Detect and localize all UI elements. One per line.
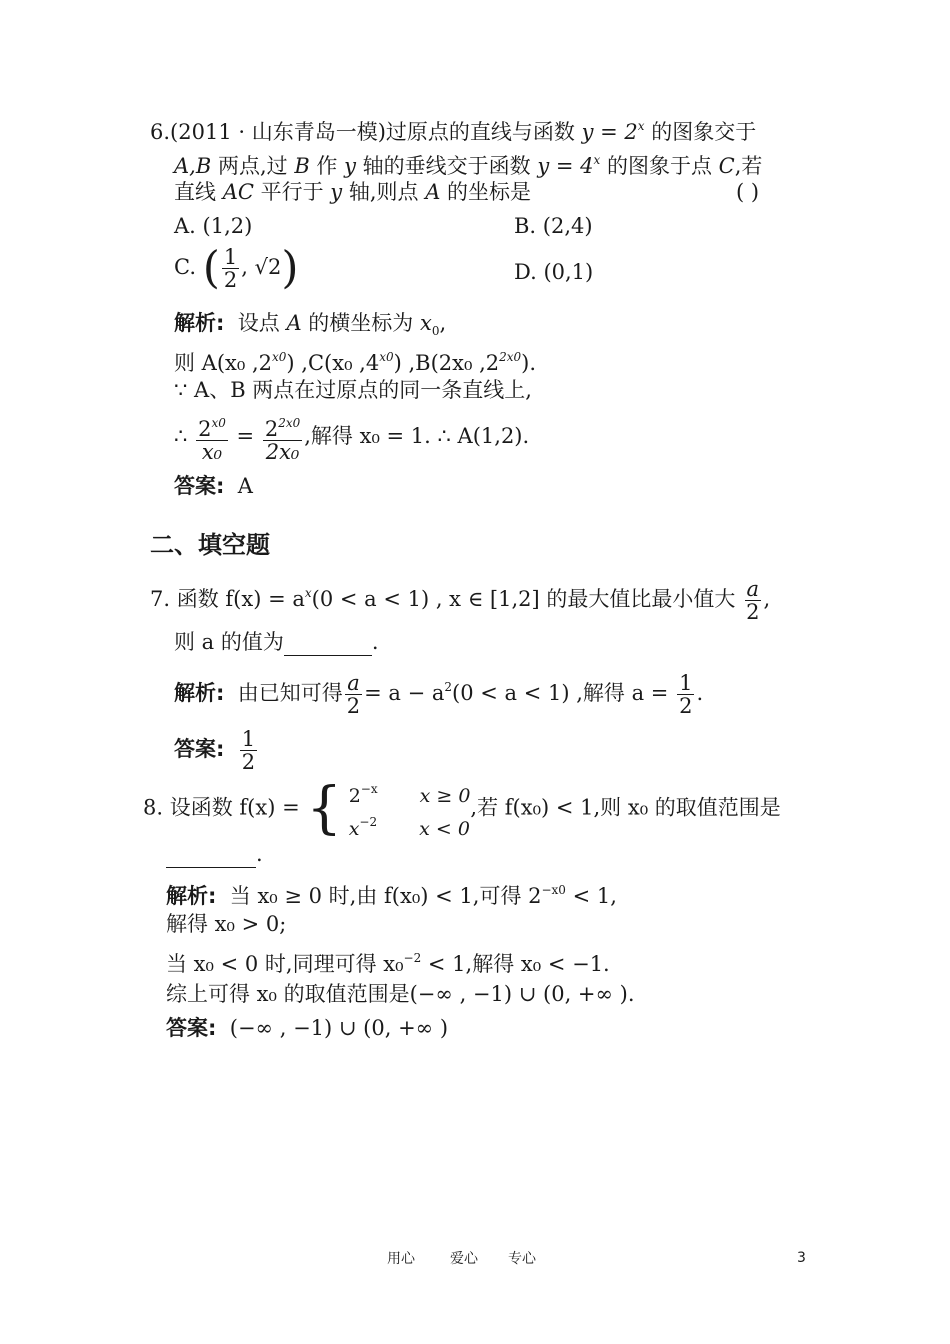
answer-label: 答案: — [174, 474, 225, 498]
section-title: 二、填空题 — [150, 531, 270, 559]
q6-source: (2011 · 山东青岛一模) — [170, 120, 386, 144]
footer-motto-1: 用心 — [387, 1251, 415, 1267]
q8-analysis-3: 当 x₀ < 0 时,同理可得 x₀$^{-2}$ < 1,解得 x₀ < −1. — [166, 951, 610, 976]
q8-line-1: 8. 设函数 f(x) = { $2^{-x}$ x ≥ 0 $x^{-2}$ x < 0 ,若 f(x₀) < 1,则 x₀ 的取值范围是 — [143, 776, 781, 841]
q6-answer-paren: ( ) — [736, 180, 760, 204]
footer-motto-2: 爱心 — [450, 1251, 478, 1267]
answer-label: 答案: — [174, 737, 225, 761]
q6-answer — [174, 472, 253, 500]
q6-number: 6. — [150, 120, 171, 144]
answer-label: 答案: — [166, 1016, 217, 1040]
analysis-label: 解析: — [166, 884, 217, 908]
q7-analysis: 解析: 由已知可得 $\frac{a}{2}$ = $a - a^2(0 < a < 1)$ ,解得 a = $\frac{1}{2}$ . — [174, 671, 704, 718]
q7-answer-blank — [284, 635, 372, 656]
q6-analysis-2: 则 A(x₀ $,2^{x0}$) ,C(x₀ $,4^{x0}$) ,B(2x₀ $,2^{2x0}$). — [174, 350, 537, 375]
q8-piecewise: $2^{-x}$ x ≥ 0 $x^{-2}$ x < 0 — [348, 782, 471, 840]
q6-answer-value: A — [237, 474, 253, 498]
q8-answer-blank — [166, 847, 256, 868]
q8-analysis-4: 综上可得 x₀ 的取值范围是(−∞ , −1) ∪ (0, +∞ ). — [166, 982, 635, 1006]
q6-option-b: B. (2,4) — [514, 214, 593, 238]
q7-answer: 答案: $\frac{1}{2}$ — [174, 727, 256, 774]
page-number: 3 — [797, 1250, 806, 1266]
q6-option-c: C. ( $\frac{1}{2}$ , √2) — [174, 242, 299, 294]
q8-analysis-1: 解析: 当 x₀ ≥ 0 时,由 f(x₀) < 1,可得 $2^{-x0} < 1$, — [166, 883, 617, 908]
q6-analysis-3: ∵ A、B 两点在过原点的同一条直线上, — [174, 378, 532, 402]
q7-line-1: 7. 函数 $f(x) = a^x(0 < a < 1)$ , x ∈ [1,2] 的最大值比最小值大 $\frac{a}{2}$ , — [150, 577, 771, 624]
q8-line-2: . — [166, 840, 263, 868]
q8-analysis-2: 解得 x₀ > 0; — [166, 912, 287, 936]
analysis-label: 解析: — [174, 311, 225, 335]
q6-option-d: D. (0,1) — [514, 260, 594, 284]
q6-line-2: A,B 两点,过 B 作 y 轴的垂线交于函数 $y = 4^x$ 的图象于点 C,若 — [174, 153, 763, 178]
q6-line-1: 6.(2011 · 山东青岛一模)过原点的直线与函数 $y = 2^x$ 的图象交于 — [150, 119, 757, 144]
q6-option-a: A. (1,2) — [174, 214, 253, 238]
analysis-label: 解析: — [174, 681, 225, 705]
q8-answer — [166, 1014, 448, 1042]
q6-analysis-1: 解析: 设点 A 的横坐标为 $x_0$, — [174, 311, 447, 338]
q8-answer-value: (−∞ , −1) ∪ (0, +∞ ) — [229, 1016, 449, 1040]
q7-line-2: 则 a 的值为 . — [174, 630, 379, 654]
footer-motto-3: 专心 — [508, 1251, 536, 1267]
q6-analysis-4: ∴ $\frac{2^{x0}}{\text{x₀}}$ = $\frac{2^{2x0}}{\text{2x₀}}$ ,解得 x₀ = 1. ∴ A(1,2). — [174, 412, 529, 463]
q6-line-3: 直线 AC 平行于 y 轴,则点 A 的坐标是 — [174, 180, 532, 204]
